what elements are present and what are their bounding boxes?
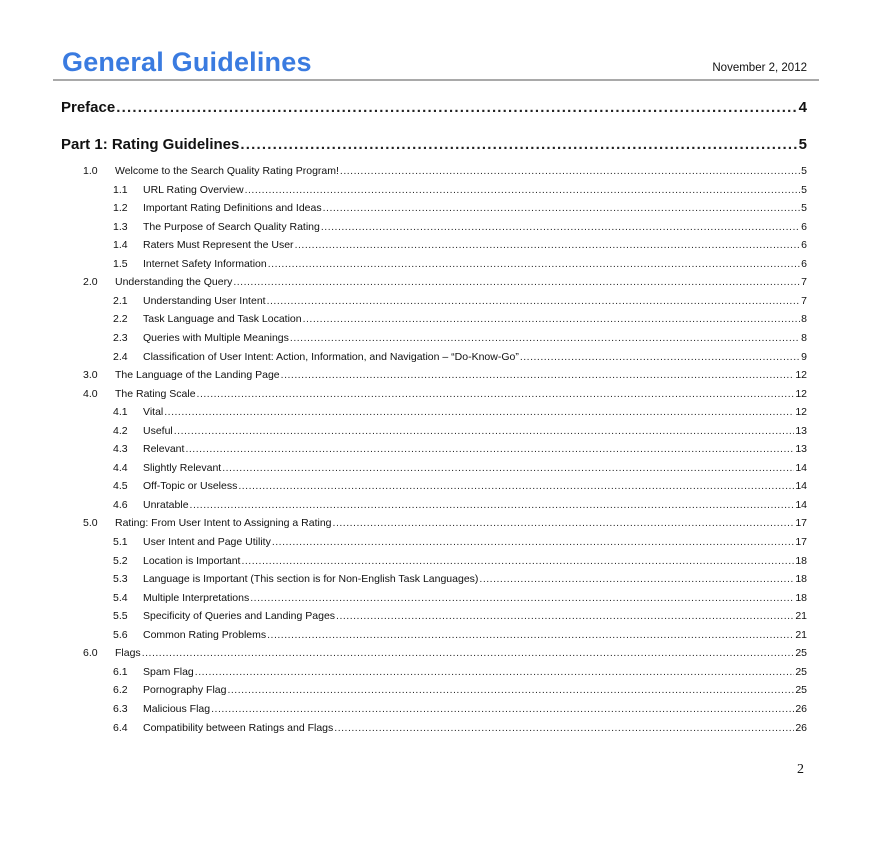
toc-entry-6-0[interactable] bbox=[83, 647, 807, 659]
toc-entry-number: 4.1 bbox=[113, 406, 128, 419]
toc-part1-page: 5 bbox=[798, 136, 807, 153]
toc-leader bbox=[250, 592, 794, 604]
toc-entry-1-4[interactable] bbox=[113, 239, 807, 251]
toc-entry-label: Unratable bbox=[143, 498, 189, 511]
toc-entry-label: User Intent and Page Utility bbox=[143, 536, 271, 548]
toc-leader bbox=[333, 517, 795, 529]
toc-entry-page: 7 bbox=[801, 276, 807, 289]
toc-entry-5-0[interactable] bbox=[83, 517, 807, 529]
toc-entry-3-0[interactable] bbox=[83, 369, 807, 381]
toc-entry-5-5[interactable] bbox=[113, 610, 807, 622]
toc-entry-number: 3.0 bbox=[83, 369, 98, 382]
toc-entry-label: Location is Important bbox=[143, 554, 241, 567]
toc-entry-number: 6.1 bbox=[113, 665, 128, 678]
toc-entry-label: Internet Safety Information bbox=[143, 257, 267, 270]
toc-entry-2-2[interactable] bbox=[113, 313, 807, 325]
toc-entry-number: 5.3 bbox=[113, 573, 128, 586]
toc-entry-5-6[interactable] bbox=[113, 629, 807, 641]
toc-entry-label: Vital bbox=[143, 406, 164, 419]
toc-leader bbox=[227, 684, 794, 696]
toc-entry-page: 25 bbox=[795, 684, 807, 697]
toc-preface[interactable] bbox=[61, 99, 807, 116]
toc-entry-label: Understanding the Query bbox=[115, 276, 233, 289]
toc-entry-label: Welcome to the Search Quality Rating Program! bbox=[115, 165, 339, 177]
toc-entry-5-4[interactable] bbox=[113, 592, 807, 604]
toc-entry-number: 2.2 bbox=[113, 313, 128, 326]
toc-leader bbox=[164, 406, 794, 418]
toc-entry-2-1[interactable] bbox=[113, 295, 807, 307]
toc-entry-page: 8 bbox=[801, 331, 807, 344]
toc-preface-page: 4 bbox=[798, 99, 807, 116]
document-title: General Guidelines bbox=[62, 47, 312, 77]
toc-leader bbox=[281, 369, 795, 381]
header-divider bbox=[53, 79, 819, 81]
toc-leader bbox=[245, 184, 801, 196]
toc-entry-page: 5 bbox=[801, 202, 807, 215]
toc-entry-page: 25 bbox=[795, 665, 807, 678]
toc-entry-number: 5.0 bbox=[83, 517, 98, 530]
toc-entry-number: 6.0 bbox=[83, 647, 98, 660]
toc-entry-page: 18 bbox=[795, 591, 807, 604]
toc-entry-label: The Rating Scale bbox=[115, 387, 196, 400]
toc-entry-number: 1.4 bbox=[113, 239, 128, 252]
toc-leader bbox=[340, 165, 800, 177]
toc-leader bbox=[197, 388, 795, 400]
toc-entry-1-3[interactable] bbox=[113, 221, 807, 233]
toc-entry-5-2[interactable] bbox=[113, 555, 807, 567]
toc-entry-4-0[interactable] bbox=[83, 388, 807, 400]
toc-entry-label: Queries with Multiple Meanings bbox=[143, 331, 289, 344]
toc-entry-4-6[interactable] bbox=[113, 499, 807, 511]
toc-entry-number: 4.0 bbox=[83, 387, 98, 400]
toc-leader bbox=[174, 425, 795, 437]
toc-leader bbox=[267, 295, 801, 307]
toc-entry-number: 4.6 bbox=[113, 498, 128, 511]
toc-entry-1-5[interactable] bbox=[113, 258, 807, 270]
toc-entry-label: Pornography Flag bbox=[143, 684, 227, 697]
toc-entry-label: Useful bbox=[143, 424, 173, 437]
toc-entry-label: URL Rating Overview bbox=[143, 183, 244, 196]
toc-entry-label: Rating: From User Intent to Assigning a Rating bbox=[115, 517, 332, 530]
toc-entry-number: 6.3 bbox=[113, 702, 128, 715]
toc-entry-1-2[interactable] bbox=[113, 202, 807, 214]
toc-preface-label: Preface bbox=[61, 99, 116, 116]
toc-leader bbox=[323, 202, 801, 214]
toc-entry-number: 2.4 bbox=[113, 350, 128, 363]
toc-entry-label: Slightly Relevant bbox=[143, 461, 222, 474]
toc-leader bbox=[142, 647, 795, 659]
toc-entry-page: 6 bbox=[801, 257, 807, 270]
toc-entry-6-3[interactable] bbox=[113, 703, 807, 715]
toc-entry-5-3[interactable] bbox=[113, 573, 807, 585]
toc-entry-label: Language is Important (This section is for Non-English Task Languages) bbox=[143, 573, 479, 586]
toc-entry-label: Flags bbox=[115, 647, 141, 660]
toc-entry-1-0[interactable] bbox=[83, 165, 807, 177]
toc-leader bbox=[321, 221, 800, 233]
toc-entry-number: 4.4 bbox=[113, 461, 128, 474]
toc-entry-number: 5.5 bbox=[113, 610, 128, 623]
toc-entry-4-5[interactable] bbox=[113, 480, 807, 492]
toc-entry-number: 1.0 bbox=[83, 165, 98, 177]
toc-entry-page: 17 bbox=[795, 517, 807, 530]
toc-entry-number: 4.2 bbox=[113, 424, 128, 437]
toc-entry-page: 5 bbox=[801, 183, 807, 196]
toc-entry-label: Compatibility between Ratings and Flags bbox=[143, 721, 334, 734]
toc-entry-number: 6.2 bbox=[113, 684, 128, 697]
toc-entry-page: 9 bbox=[801, 350, 807, 363]
toc-entry-page: 14 bbox=[795, 498, 807, 511]
toc-leader bbox=[268, 258, 800, 270]
toc-entry-page: 17 bbox=[795, 536, 807, 548]
toc-entry-label: Off-Topic or Useless bbox=[143, 480, 238, 493]
toc-leader bbox=[267, 629, 794, 641]
toc-entry-label: Common Rating Problems bbox=[143, 628, 267, 641]
toc-entry-4-4[interactable] bbox=[113, 462, 807, 474]
toc-entry-number: 5.4 bbox=[113, 591, 128, 604]
toc-entry-5-1[interactable] bbox=[113, 536, 807, 548]
page-number: 2 bbox=[797, 762, 804, 777]
toc-entry-label: Malicious Flag bbox=[143, 702, 211, 715]
toc-entry-page: 18 bbox=[795, 554, 807, 567]
toc-entry-page: 6 bbox=[801, 220, 807, 233]
toc-entry-label: Specificity of Queries and Landing Pages bbox=[143, 610, 336, 623]
toc-leader bbox=[295, 239, 801, 251]
toc-entry-label: Raters Must Represent the User bbox=[143, 239, 294, 252]
toc-entry-number: 1.5 bbox=[113, 257, 128, 270]
toc-entry-page: 5 bbox=[801, 165, 807, 177]
toc-leader bbox=[185, 443, 794, 455]
toc-entry-label: Important Rating Definitions and Ideas bbox=[143, 202, 322, 215]
toc-entry-4-1[interactable] bbox=[113, 406, 807, 418]
toc-entry-page: 26 bbox=[795, 721, 807, 734]
toc-entry-page: 12 bbox=[795, 406, 807, 419]
toc-entry-page: 26 bbox=[795, 702, 807, 715]
toc-entry-page: 25 bbox=[795, 647, 807, 660]
toc-leader bbox=[190, 499, 795, 511]
toc-entry-number: 4.5 bbox=[113, 480, 128, 493]
toc-entry-page: 21 bbox=[795, 628, 807, 641]
toc-entry-2-0[interactable] bbox=[83, 276, 807, 288]
toc-leader bbox=[195, 666, 795, 678]
toc-entry-label: Spam Flag bbox=[143, 665, 194, 678]
toc-entry-number: 1.1 bbox=[113, 183, 128, 196]
toc-entry-page: 21 bbox=[795, 610, 807, 623]
toc-leader bbox=[222, 462, 794, 474]
toc-entry-4-3[interactable] bbox=[113, 443, 807, 455]
toc-entry-page: 12 bbox=[795, 387, 807, 400]
toc-entry-label: Multiple Interpretations bbox=[143, 591, 250, 604]
toc-entry-2-3[interactable] bbox=[113, 332, 807, 344]
toc-entry-6-4[interactable] bbox=[113, 722, 807, 734]
toc-entry-number: 6.4 bbox=[113, 721, 128, 734]
toc-entry-page: 13 bbox=[795, 443, 807, 456]
toc-entry-page: 14 bbox=[795, 461, 807, 474]
toc-entry-number: 4.3 bbox=[113, 443, 128, 456]
toc-leader bbox=[479, 573, 794, 585]
toc-part1[interactable] bbox=[61, 136, 807, 153]
toc-entry-number: 5.1 bbox=[113, 536, 128, 548]
toc-leader bbox=[336, 610, 794, 622]
toc-entry-label: Relevant bbox=[143, 443, 185, 456]
toc-entry-number: 1.2 bbox=[113, 202, 128, 215]
toc-leader bbox=[211, 703, 794, 715]
toc-entry-label: The Purpose of Search Quality Rating bbox=[143, 220, 320, 233]
toc-leader bbox=[238, 480, 794, 492]
toc-entry-2-4[interactable] bbox=[113, 351, 807, 363]
toc-entry-6-1[interactable] bbox=[113, 666, 807, 678]
toc-entry-number: 2.0 bbox=[83, 276, 98, 289]
toc-entry-page: 14 bbox=[795, 480, 807, 493]
document-date: November 2, 2012 bbox=[712, 62, 807, 74]
toc-entry-1-1[interactable] bbox=[113, 184, 807, 196]
toc-leader bbox=[290, 332, 800, 344]
toc-leader bbox=[241, 555, 794, 567]
toc-entry-6-2[interactable] bbox=[113, 684, 807, 696]
toc-leader bbox=[303, 313, 801, 325]
toc-entry-number: 1.3 bbox=[113, 220, 128, 233]
toc-entry-label: Classification of User Intent: Action, Information, and Navigation – “Do-Know-Go” bbox=[143, 350, 519, 363]
toc-entry-number: 5.2 bbox=[113, 554, 128, 567]
toc-entry-number: 2.1 bbox=[113, 294, 128, 307]
toc-leader bbox=[520, 351, 800, 363]
page-header bbox=[60, 44, 805, 82]
toc-entry-page: 12 bbox=[795, 369, 807, 382]
toc-entry-label: Understanding User Intent bbox=[143, 294, 266, 307]
toc-entry-number: 5.6 bbox=[113, 628, 128, 641]
toc-entry-number: 2.3 bbox=[113, 331, 128, 344]
toc-leader bbox=[240, 136, 797, 153]
toc-entry-page: 18 bbox=[795, 573, 807, 586]
toc-entry-page: 6 bbox=[801, 239, 807, 252]
toc-leader bbox=[334, 722, 794, 734]
toc-leader bbox=[233, 276, 800, 288]
toc-part1-label: Part 1: Rating Guidelines bbox=[61, 136, 240, 153]
toc-leader bbox=[116, 99, 797, 116]
toc-entry-label: The Language of the Landing Page bbox=[115, 369, 280, 382]
toc-leader bbox=[272, 536, 794, 548]
toc-entry-label: Task Language and Task Location bbox=[143, 313, 302, 326]
toc-entry-page: 8 bbox=[801, 313, 807, 326]
toc-entry-page: 13 bbox=[795, 424, 807, 437]
toc-entry-4-2[interactable] bbox=[113, 425, 807, 437]
toc-entry-page: 7 bbox=[801, 294, 807, 307]
